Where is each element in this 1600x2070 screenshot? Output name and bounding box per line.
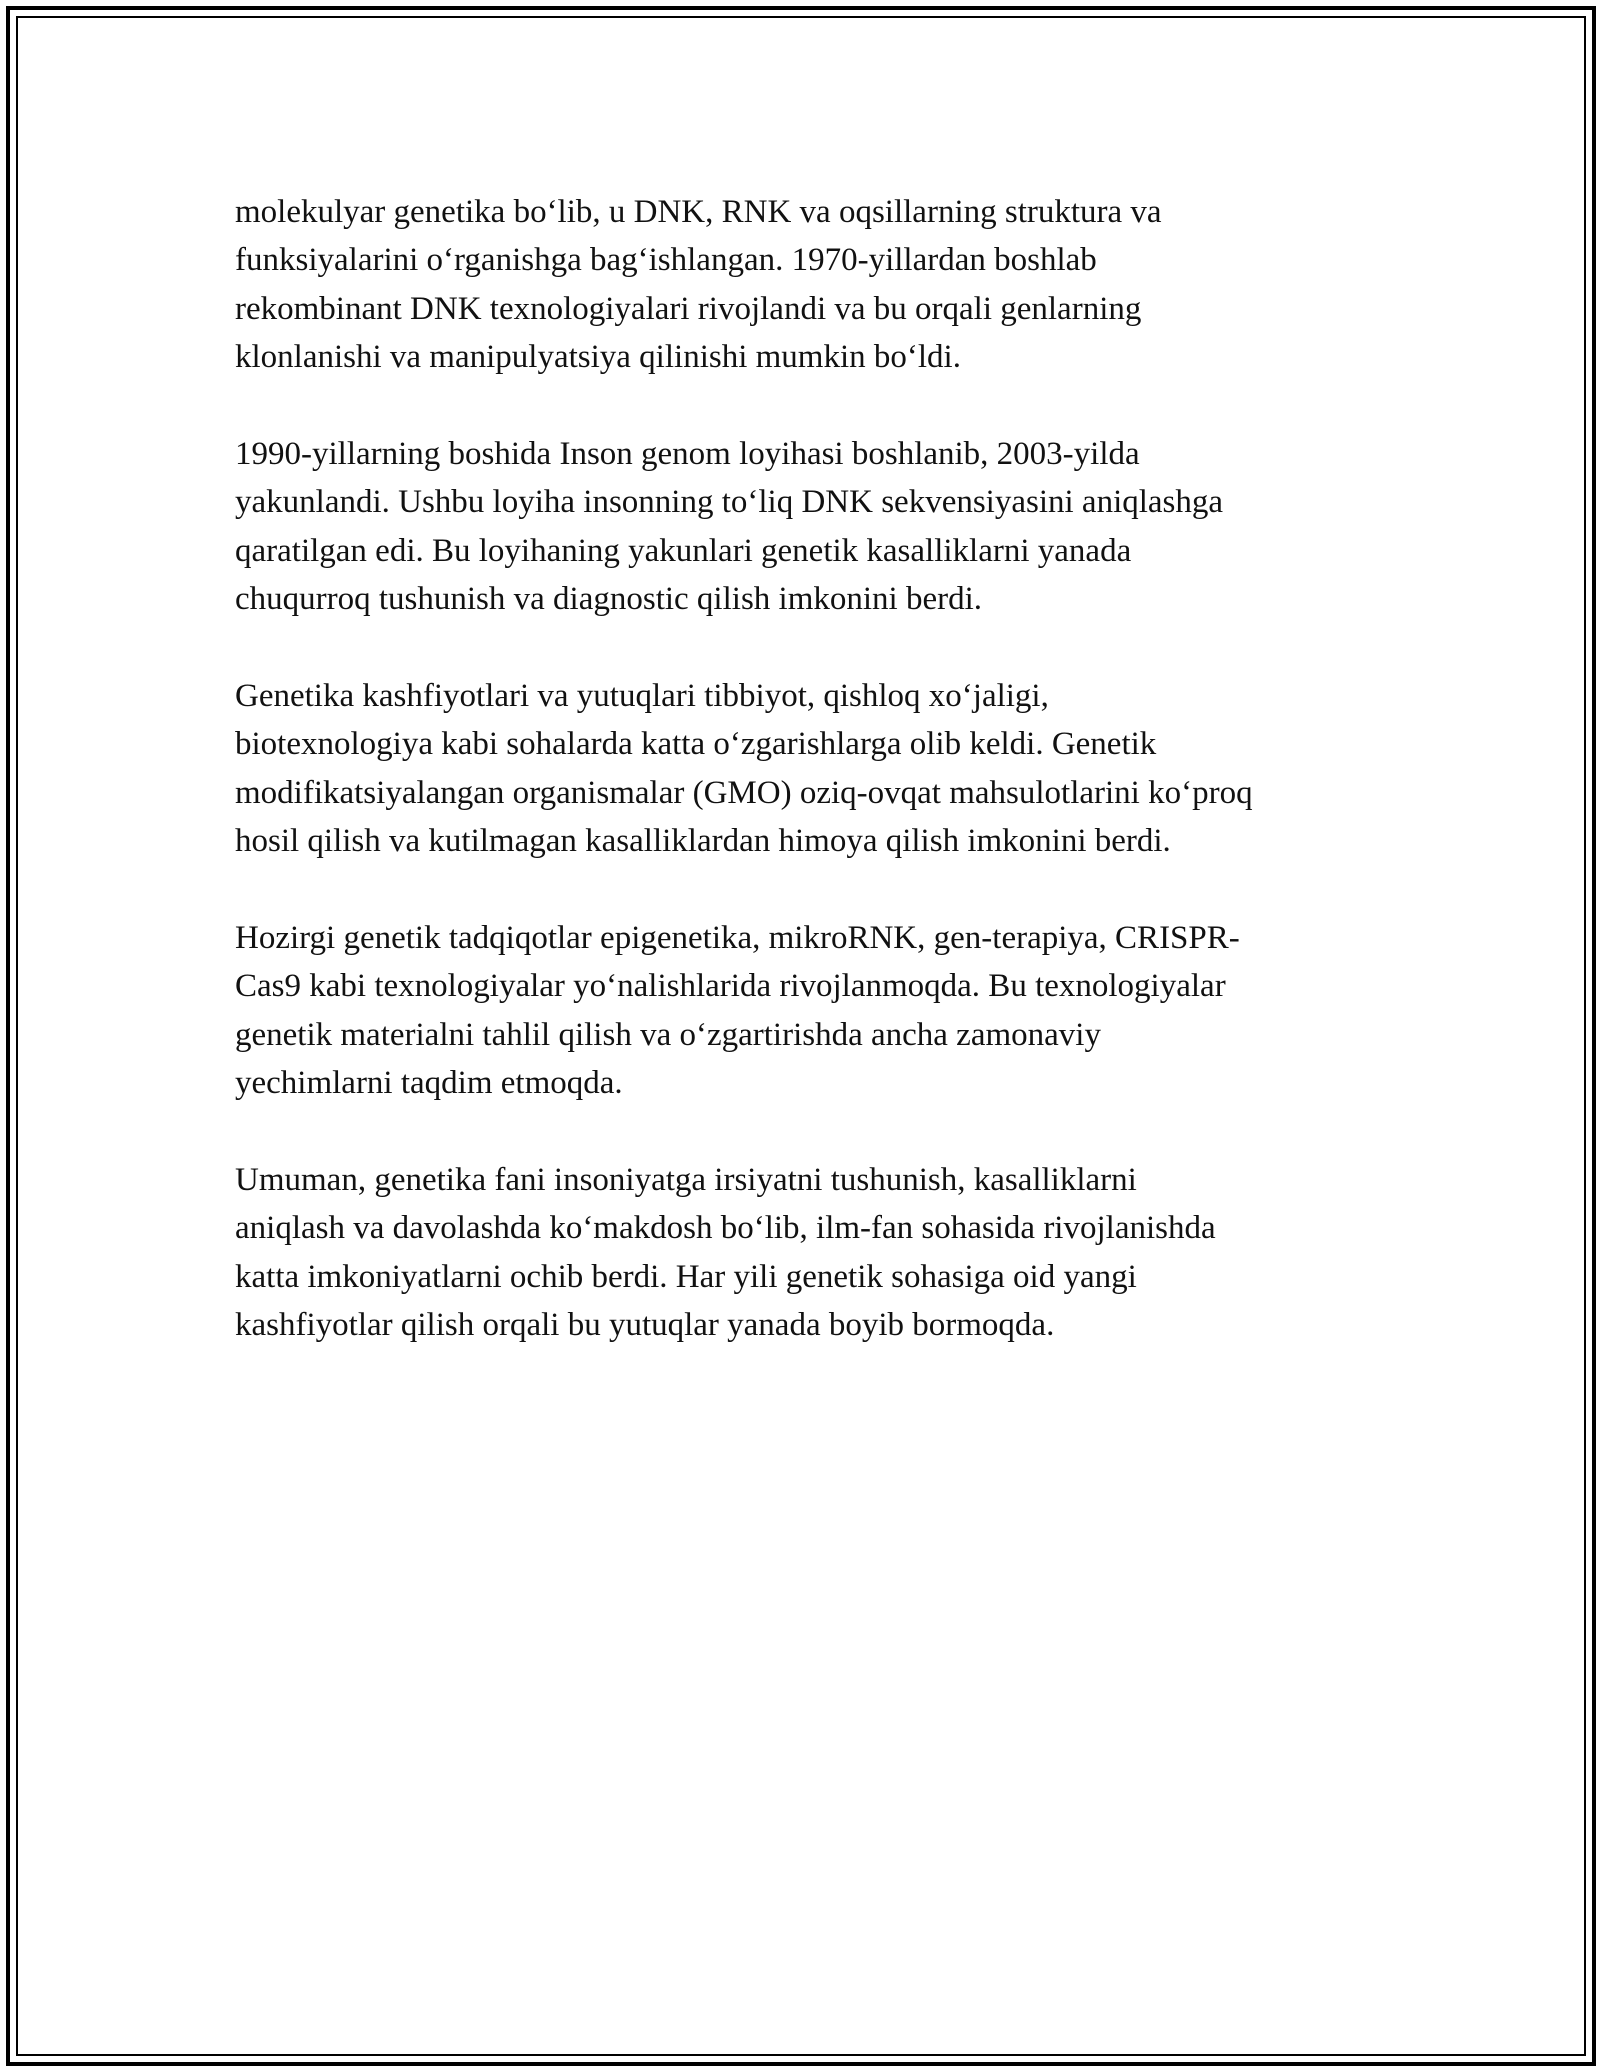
paragraph-genetics-applications: Genetika kashfiyotlari va yutuqlari tibbiyot, qishloq xo‘jaligi, biotexnologiya kabi sohalarda katta o‘zgarishlarga olib keldi. Genetik modifikatsiyalangan organismalar (GMO) oziq-ovqat mahsulotlarini ko‘proq hosil qilish va kutilmagan kasalliklardan himoya qilish imkonini berdi. <box>235 678 1253 860</box>
paragraph-modern-research: Hozirgi genetik tadqiqotlar epigenetika, mikroRNK, gen-terapiya, CRISPR- Cas9 kabi texnologiyalar yo‘nalishlarida rivojlanmoqda. Bu texnologiyalar genetik materialni tahlil qilish va o‘zgartirishda ancha zamonaviy yechimlarni taqdim etmoqda. <box>235 920 1240 1102</box>
paragraph-conclusion: Umuman, genetika fani insoniyatga irsiyatni tushunish, kasalliklarni aniqlash va davolashda ko‘makdosh bo‘lib, ilm-fan sohasida rivojlanishda katta imkoniyatlarni ochib berdi. Har yili genetik sohasiga oid yangi kashfiyotlar qilish orqali bu yutuqlar yanada boyib bormoqda. <box>235 1162 1216 1344</box>
document-body <box>235 188 1375 1398</box>
paragraph-human-genome-project: 1990-yillarning boshida Inson genom loyihasi boshlanib, 2003-yilda yakunlandi. Ushbu loyiha insonning to‘liq DNK sekvensiyasini aniqlashga qaratilgan edi. Bu loyihaning yakunlari genetik kasalliklarni yanada chuqurroq tushunish va diagnostic qilish imkonini berdi. <box>235 436 1224 618</box>
paragraph-molecular-genetics: molekulyar genetika bo‘lib, u DNK, RNK va oqsillarning struktura va funksiyalarini o‘rganishga bag‘ishlangan. 1970-yillardan boshlab rekombinant DNK texnologiyalari rivojlandi va bu orqali genlarning klonlanishi va manipulyatsiya qilinishi mumkin bo‘ldi. <box>235 194 1162 376</box>
